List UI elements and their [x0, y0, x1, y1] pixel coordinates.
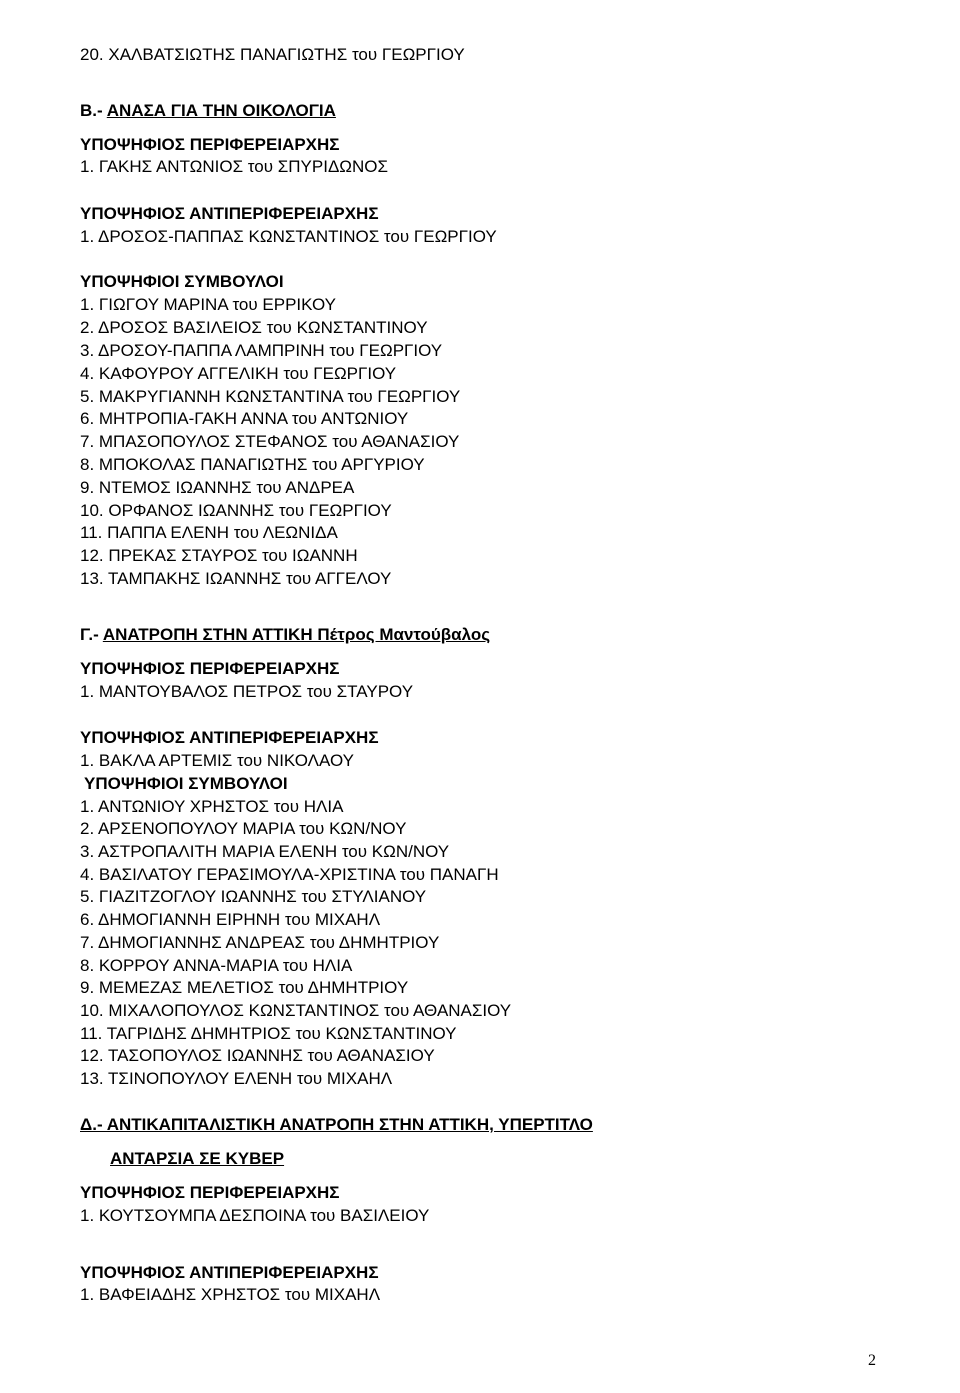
- list-item: 4. ΚΑΦΟΥΡΟΥ ΑΓΓΕΛΙΚΗ του ΓΕΩΡΓΙΟΥ: [80, 364, 397, 383]
- candidate-line: 20. ΧΑΛΒΑΤΣΙΩΤΗΣ ΠΑΝΑΓΙΩΤΗΣ του ΓΕΩΡΓΙΟΥ: [80, 45, 465, 64]
- section-d-heading-line2: ΑΝΤΑΡΣΙΑ ΣΕ ΚΥΒΕΡ: [110, 1149, 285, 1168]
- list-item: 13. ΤΑΜΠΑΚΗΣ ΙΩΑΝΝΗΣ του ΑΓΓΕΛΟΥ: [80, 569, 392, 588]
- list-item: 1. ΓΙΩΓΟΥ ΜΑΡΙΝΑ του ΕΡΡΙΚΟΥ: [80, 295, 336, 314]
- list-item: 6. ΔΗΜΟΓΙΑΝΝΗ ΕΙΡΗΝΗ του ΜΙΧΑΗΛ: [80, 910, 381, 929]
- deputy-candidate: 1. ΒΑΚΛΑ ΑΡΤΕΜΙΣ του ΝΙΚΟΛΑΟΥ: [80, 751, 355, 770]
- councillors-label: ΥΠΟΨΗΦΙΟΙ ΣΥΜΒΟΥΛΟΙ: [84, 774, 288, 793]
- list-item: 3. ΔΡΟΣΟΥ-ΠΑΠΠΑ ΛΑΜΠΡΙΝΗ του ΓΕΩΡΓΙΟΥ: [80, 341, 443, 360]
- deputy-label: ΥΠΟΨΗΦΙΟΣ ΑΝΤΙΠΕΡΙΦΕΡΕΙΑΡΧΗΣ: [80, 204, 379, 223]
- section-g-prefix: Γ.-: [80, 625, 103, 644]
- list-item: 7. ΜΠΑΣΟΠΟΥΛΟΣ ΣΤΕΦΑΝΟΣ του ΑΘΑΝΑΣΙΟΥ: [80, 432, 460, 451]
- section-g-title: ΑΝΑΤΡΟΠΗ ΣΤΗΝ ΑΤΤΙΚΗ Πέτρος Μαντούβαλος: [102, 625, 491, 644]
- deputy-candidate: 1. ΒΑΦΕΙΑΔΗΣ ΧΡΗΣΤΟΣ του ΜΙΧΑΗΛ: [80, 1285, 381, 1304]
- list-item: 2. ΑΡΣΕΝΟΠΟΥΛΟΥ ΜΑΡΙΑ του ΚΩΝ/ΝΟΥ: [80, 819, 407, 838]
- regional-head-candidate: 1. ΜΑΝΤΟΥΒΑΛΟΣ ΠΕΤΡΟΣ του ΣΤΑΥΡΟΥ: [80, 682, 414, 701]
- section-g-heading: [80, 625, 490, 645]
- list-item: 8. ΜΠΟΚΟΛΑΣ ΠΑΝΑΓΙΩΤΗΣ του ΑΡΓΥΡΙΟΥ: [80, 455, 425, 474]
- list-item: 10. ΜΙΧΑΛΟΠΟΥΛΟΣ ΚΩΝΣΤΑΝΤΙΝΟΣ του ΑΘΑΝΑΣΙΟΥ: [80, 1001, 512, 1020]
- list-item: 1. ΑΝΤΩΝΙΟΥ ΧΡΗΣΤΟΣ του ΗΛΙΑ: [80, 797, 344, 816]
- list-item: 9. ΝΤΕΜΟΣ ΙΩΑΝΝΗΣ του ΑΝΔΡΕΑ: [80, 478, 355, 497]
- list-item: 3. ΑΣΤΡΟΠΑΛΙΤΗ ΜΑΡΙΑ ΕΛΕΝΗ του ΚΩΝ/ΝΟΥ: [80, 842, 450, 861]
- deputy-label: ΥΠΟΨΗΦΙΟΣ ΑΝΤΙΠΕΡΙΦΕΡΕΙΑΡΧΗΣ: [80, 728, 379, 747]
- list-item: 12. ΠΡΕΚΑΣ ΣΤΑΥΡΟΣ του ΙΩΑΝΝΗ: [80, 546, 358, 565]
- list-item: 12. ΤΑΣΟΠΟΥΛΟΣ ΙΩΑΝΝΗΣ του ΑΘΑΝΑΣΙΟΥ: [80, 1046, 435, 1065]
- list-item: 9. ΜΕΜΕΖΑΣ ΜΕΛΕΤΙΟΣ του ΔΗΜΗΤΡΙΟΥ: [80, 978, 409, 997]
- regional-head-candidate: 1. ΚΟΥΤΣΟΥΜΠΑ ΔΕΣΠΟΙΝΑ του ΒΑΣΙΛΕΙΟΥ: [80, 1206, 430, 1225]
- page-number: 2: [868, 1352, 876, 1369]
- section-b-prefix: Β.-: [80, 101, 107, 120]
- regional-head-candidate: 1. ΓΑΚΗΣ ΑΝΤΩΝΙΟΣ του ΣΠΥΡΙΔΩΝΟΣ: [80, 157, 389, 176]
- councillors-label: ΥΠΟΨΗΦΙΟΙ ΣΥΜΒΟΥΛΟΙ: [80, 272, 284, 291]
- list-item: 7. ΔΗΜΟΓΙΑΝΝΗΣ ΑΝΔΡΕΑΣ του ΔΗΜΗΤΡΙΟΥ: [80, 933, 440, 952]
- deputy-candidate: 1. ΔΡΟΣΟΣ-ΠΑΠΠΑΣ ΚΩΝΣΤΑΝΤΙΝΟΣ του ΓΕΩΡΓΙΟΥ: [80, 227, 497, 246]
- regional-head-label: ΥΠΟΨΗΦΙΟΣ ΠΕΡΙΦΕΡΕΙΑΡΧΗΣ: [80, 659, 340, 678]
- list-item: 8. ΚΟΡΡΟΥ ΑΝΝΑ-ΜΑΡΙΑ του ΗΛΙΑ: [80, 956, 353, 975]
- regional-head-label: ΥΠΟΨΗΦΙΟΣ ΠΕΡΙΦΕΡΕΙΑΡΧΗΣ: [80, 1183, 340, 1202]
- list-item: 5. ΓΙΑΖΙΤΖΟΓΛΟΥ ΙΩΑΝΝΗΣ του ΣΤΥΛΙΑΝΟΥ: [80, 887, 427, 906]
- list-item: 6. ΜΗΤΡΟΠΙΑ-ΓΑΚΗ ΑΝΝΑ του ΑΝΤΩΝΙΟΥ: [80, 409, 409, 428]
- list-item: 5. ΜΑΚΡΥΓΙΑΝΝΗ ΚΩΝΣΤΑΝΤΙΝΑ του ΓΕΩΡΓΙΟΥ: [80, 387, 461, 406]
- section-b-heading: [80, 101, 336, 121]
- section-b-title: ΑΝΑΣΑ ΓΙΑ ΤΗΝ ΟΙΚΟΛΟΓΙΑ: [106, 101, 336, 120]
- list-item: 2. ΔΡΟΣΟΣ ΒΑΣΙΛΕΙΟΣ του ΚΩΝΣΤΑΝΤΙΝΟΥ: [80, 318, 428, 337]
- list-item: 13. ΤΣΙΝΟΠΟΥΛΟΥ ΕΛΕΝΗ του ΜΙΧΑΗΛ: [80, 1069, 393, 1088]
- section-d-heading: Δ.- ΑΝΤΙΚΑΠΙΤΑΛΙΣΤΙΚΗ ΑΝΑΤΡΟΠΗ ΣΤΗΝ ΑΤΤΙΚΗ, ΥΠΕΡΤΙΤΛΟ: [80, 1115, 593, 1134]
- regional-head-label: ΥΠΟΨΗΦΙΟΣ ΠΕΡΙΦΕΡΕΙΑΡΧΗΣ: [80, 135, 340, 154]
- list-item: 11. ΤΑΓΡΙΔΗΣ ΔΗΜΗΤΡΙΟΣ του ΚΩΝΣΤΑΝΤΙΝΟΥ: [80, 1024, 457, 1043]
- deputy-label: ΥΠΟΨΗΦΙΟΣ ΑΝΤΙΠΕΡΙΦΕΡΕΙΑΡΧΗΣ: [80, 1263, 379, 1282]
- list-item: 10. ΟΡΦΑΝΟΣ ΙΩΑΝΝΗΣ του ΓΕΩΡΓΙΟΥ: [80, 501, 392, 520]
- list-item: 4. ΒΑΣΙΛΑΤΟΥ ΓΕΡΑΣΙΜΟΥΛΑ-ΧΡΙΣΤΙΝΑ του ΠΑΝΑΓΗ: [80, 865, 499, 884]
- list-item: 11. ΠΑΠΠΑ ΕΛΕΝΗ του ΛΕΩΝΙΔΑ: [80, 523, 338, 542]
